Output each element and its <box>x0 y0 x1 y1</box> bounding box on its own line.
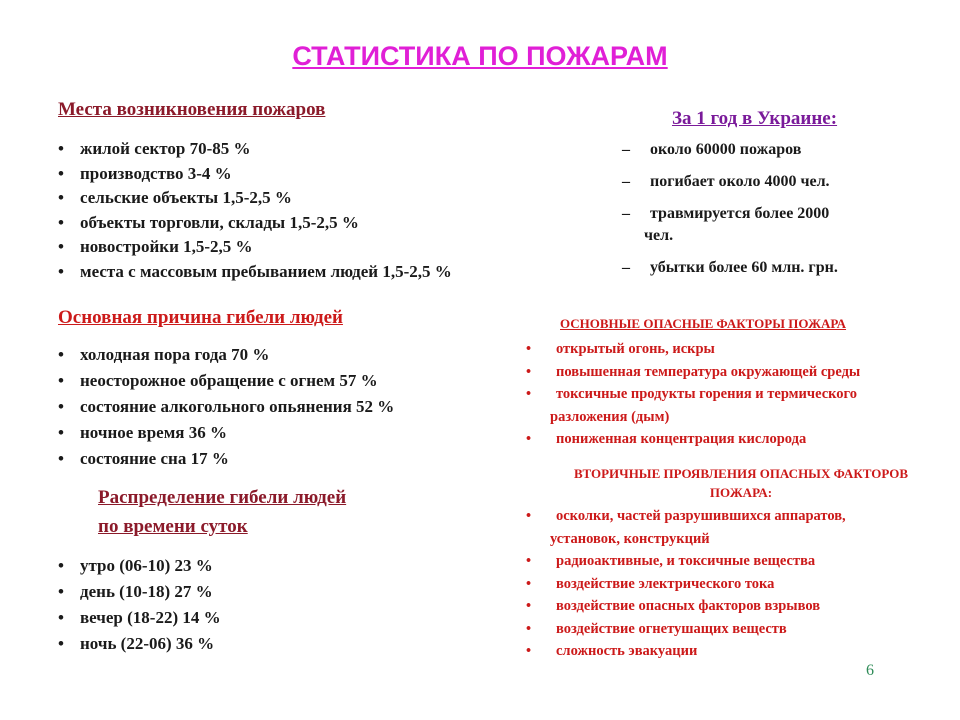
dash-icon: – <box>622 141 630 158</box>
bullet-icon: • <box>58 608 64 627</box>
time-heading-line1: Распределение гибели людей <box>98 487 347 508</box>
time-list <box>58 556 221 660</box>
secondary-heading: ВТОРИЧНЫЕ ПРОЯВЛЕНИЯ ОПАСНЫХ ФАКТОРОВ ПОЖАРА: <box>573 466 908 500</box>
list-item: • радиоактивные, и токсичные вещества <box>526 553 816 569</box>
bullet-icon: • <box>526 643 532 659</box>
list-item: • сельские объекты 1,5-2,5 % <box>58 188 292 207</box>
list-item: • места с массовым пребыванием людей 1,5-2,5 % <box>58 261 452 281</box>
list-item: • сложность эвакуации <box>526 643 698 659</box>
bullet-icon: • <box>58 423 64 442</box>
bullet-icon: • <box>58 449 64 468</box>
bullet-icon: • <box>526 575 532 592</box>
list-item: • холодная пора года 70 % <box>58 345 270 364</box>
bullet-icon: • <box>58 163 64 183</box>
bullet-icon: • <box>58 371 64 390</box>
bullet-icon: • <box>526 598 532 614</box>
list-item: • неосторожное обращение с огнем 57 % <box>58 371 378 390</box>
ukraine-list <box>622 141 838 283</box>
bullet-icon: • <box>58 397 64 416</box>
list-item: – около 60000 пожаров <box>622 141 802 158</box>
list-item: • объекты торговли, склады 1,5-2,5 % <box>58 212 359 232</box>
list-item: – погибает около 4000 чел. <box>622 173 830 190</box>
list-item: • воздействие огнетушащих веществ <box>526 620 787 637</box>
list-item: • воздействие электрического тока <box>526 575 775 592</box>
bullet-icon: • <box>526 620 532 637</box>
places-list <box>58 139 452 286</box>
bullet-icon: • <box>58 188 64 207</box>
list-item: • осколки, частей разрушившихся аппаратов, <box>526 508 846 524</box>
causes-list <box>58 345 394 475</box>
dash-icon: – <box>622 205 630 222</box>
time-heading-line2: по времени суток <box>98 516 248 537</box>
list-item: • состояние алкогольного опьянения 52 % <box>58 397 395 416</box>
secondary-list <box>526 508 846 666</box>
bullet-icon: • <box>58 212 64 232</box>
list-item: • утро (06-10) 23 % <box>58 556 213 575</box>
list-item: • открытый огонь, искры <box>526 341 715 357</box>
bullet-icon: • <box>526 341 532 357</box>
list-item: – убытки более 60 млн. грн. <box>622 259 838 276</box>
list-item: • повышенная температура окружающей среды <box>526 363 861 380</box>
list-item: • воздействие опасных факторов взрывов <box>526 598 821 614</box>
bullet-icon: • <box>526 363 532 380</box>
bullet-icon: • <box>58 634 64 653</box>
page-number: 6 <box>866 662 874 679</box>
bullet-icon: • <box>58 237 64 256</box>
list-item: • токсичные продукты горения и термического <box>526 386 858 402</box>
bullet-icon: • <box>58 261 64 281</box>
list-item: • состояние сна 17 % <box>58 449 229 468</box>
list-item: • жилой сектор 70-85 % <box>58 139 251 158</box>
bullet-icon: • <box>526 508 532 524</box>
list-item: • день (10-18) 27 % <box>58 582 213 601</box>
hazards-heading: ОСНОВНЫЕ ОПАСНЫЕ ФАКТОРЫ ПОЖАРА <box>560 316 847 331</box>
causes-heading: Основная причина гибели людей <box>58 307 343 328</box>
list-item-continuation: разложения (дым) <box>550 408 670 425</box>
list-item: • ночное время 36 % <box>58 423 227 442</box>
list-item-continuation: чел. <box>644 227 674 244</box>
list-item: • производство 3-4 % <box>58 163 232 183</box>
list-item: • пониженная концентрация кислорода <box>526 431 807 447</box>
bullet-icon: • <box>526 386 532 402</box>
bullet-icon: • <box>58 345 64 364</box>
list-item: • новостройки 1,5-2,5 % <box>58 237 253 256</box>
dash-icon: – <box>622 173 630 190</box>
list-item: • ночь (22-06) 36 % <box>58 634 215 653</box>
bullet-icon: • <box>526 553 532 569</box>
list-item: • вечер (18-22) 14 % <box>58 608 221 627</box>
dash-icon: – <box>622 259 630 276</box>
slide-title: СТАТИСТИКА ПО ПОЖАРАМ <box>292 41 668 71</box>
list-item: – травмируется более 2000 <box>622 205 830 222</box>
list-item-continuation: установок, конструкций <box>550 530 710 547</box>
bullet-icon: • <box>58 582 64 601</box>
hazards-list <box>526 341 860 454</box>
bullet-icon: • <box>58 556 64 575</box>
ukraine-heading: За 1 год в Украине: <box>672 108 838 129</box>
bullet-icon: • <box>526 431 532 447</box>
bullet-icon: • <box>58 139 64 158</box>
places-heading: Места возникновения пожаров <box>58 99 326 120</box>
